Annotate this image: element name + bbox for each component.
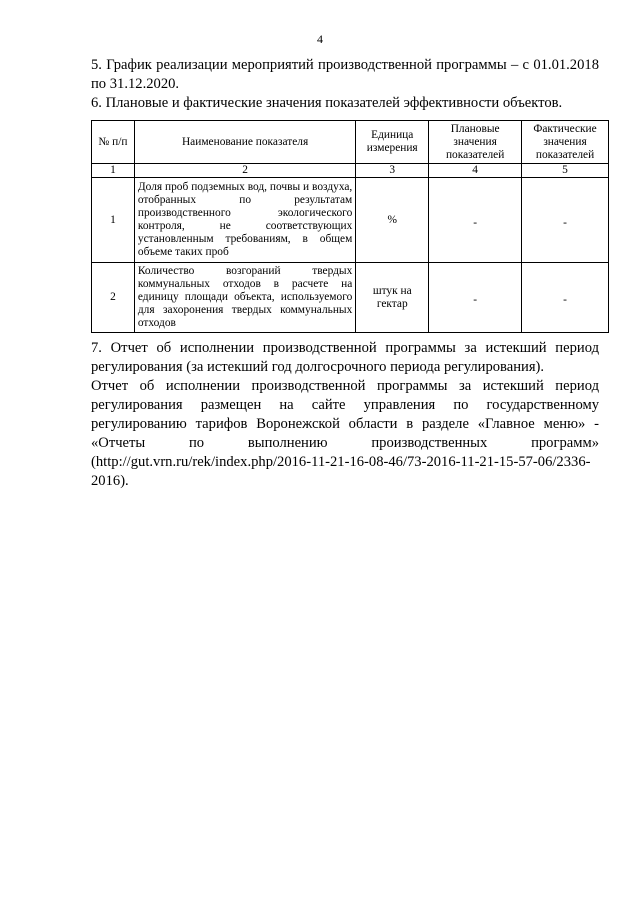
table-column-number-row: [92, 164, 609, 178]
indicator-name: Количество возгораний твердых коммунальных отходов в расчете на единицу площади объекта, используемого для захоронения твердых коммунальных отходов: [134, 263, 355, 333]
header-number: № п/п: [92, 121, 135, 164]
row-number: 2: [92, 263, 135, 333]
table-row: [92, 178, 609, 263]
column-number: 5: [522, 164, 609, 178]
performance-indicators-table: [91, 120, 609, 333]
header-actual: Фактические значения показателей: [522, 121, 609, 164]
indicator-unit: штук на гектар: [356, 263, 429, 333]
column-number: 3: [356, 164, 429, 178]
section-6-heading: 6. Плановые и фактические значения показателей эффективности объектов.: [91, 95, 563, 111]
column-number: 2: [134, 164, 355, 178]
row-number: 1: [92, 178, 135, 263]
column-number: 4: [429, 164, 522, 178]
section-7-report-text: Отчет об исполнении производственной программы за истекший период регулирования размещен на сайте управления по государственному регулированию тарифов Воронежской области в разделе «Главное меню» - «Отчеты по выполнению производственных программ» (http://gut.vrn.ru/rek/index.php/2016-11-21-16-08-46/73-2016-11-21-15-57-06/2336-2016).: [91, 378, 599, 489]
page-number: 4: [317, 32, 323, 46]
table-header-row: [92, 121, 609, 164]
actual-value: -: [522, 263, 609, 333]
section-7-heading: 7. Отчет об исполнении производственной программы за истекший период регулирования (за истекший год долгосрочного периода регулирования).: [91, 340, 599, 375]
actual-value: -: [522, 178, 609, 263]
header-planned: Плановые значения показателей: [429, 121, 522, 164]
table-row: [92, 263, 609, 333]
column-number: 1: [92, 164, 135, 178]
planned-value: -: [429, 178, 522, 263]
planned-value: -: [429, 263, 522, 333]
header-unit: Единица измерения: [356, 121, 429, 164]
indicator-unit: %: [356, 178, 429, 263]
section-5-schedule: 5. График реализации мероприятий производственной программы – с 01.01.2018 по 31.12.2020.: [91, 57, 599, 92]
header-indicator-name: Наименование показателя: [134, 121, 355, 164]
indicator-name: Доля проб подземных вод, почвы и воздуха, отобранных по результатам производственного экологического контроля, не соответствующих установленным требованиям, в общем объеме таких проб: [134, 178, 355, 263]
